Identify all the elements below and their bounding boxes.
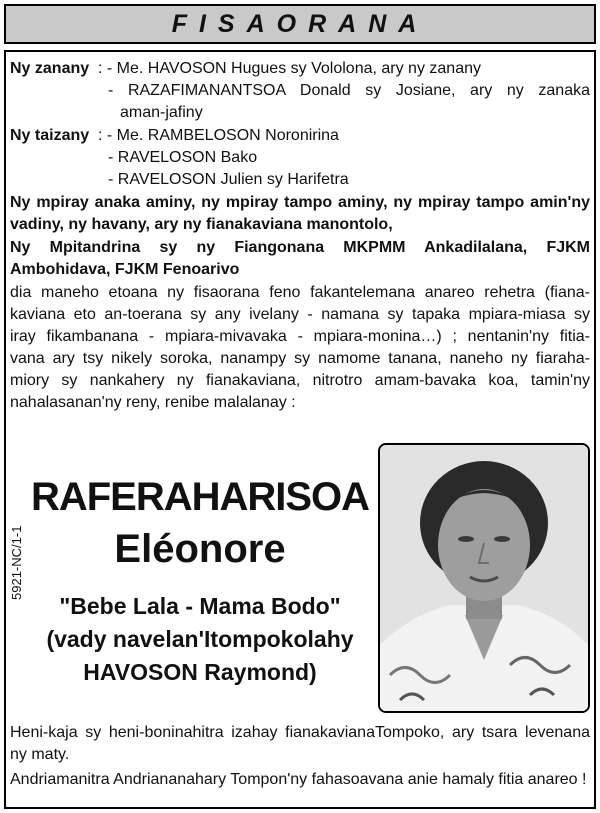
closing-line-1: Heni-kaja sy heni-boninahitra izahay fianakavianaTompoko, ary tsara levenana bbox=[10, 724, 590, 741]
family-line-2: vadiny, ny havany, ary ny fianakaviana manontolo, bbox=[10, 216, 393, 233]
family-line-1: Ny mpiray anaka aminy, ny mpiray tampo aminy, ny mpiray tampo amin'ny bbox=[10, 194, 590, 211]
deceased-given-name: Eléonore bbox=[114, 527, 286, 571]
header-title: FISAORANA bbox=[171, 9, 429, 38]
thanks-line-3: iray fikambanana - mpiara-mivavaka - mpiara-monina…) ; nentanin'ny fitia- bbox=[10, 328, 590, 345]
family-line-3: Ny Mpitandrina sy ny Fiangonana MKPMM Ankadilalana, FJKM bbox=[10, 239, 590, 256]
taizany-line-1: : - Me. RAMBELOSON Noronirina bbox=[98, 127, 339, 144]
zanany-label: Ny zanany bbox=[10, 60, 90, 77]
family-line-4: Ambohidava, FJKM Fenoarivo bbox=[10, 261, 240, 278]
closing-line-2: ny maty. bbox=[10, 746, 70, 763]
thanks-line-4: vana ary tsy nikely soroka, nanampy sy namome tanana, naneho ny fiaraha- bbox=[10, 350, 590, 367]
thanks-line-2: kaviana eto an-toerana sy any ivelany - namana sy tapaka mpiara-miasa sy bbox=[10, 306, 590, 323]
thanks-line-5: miory sy nankahery ny fianakaviana, nitrotro amam-bavaka koa, tamin'ny bbox=[10, 372, 590, 389]
taizany-line-3: - RAVELOSON Julien sy Harifetra bbox=[108, 171, 349, 188]
spouse-line-2: HAVOSON Raymond) bbox=[83, 659, 317, 685]
deceased-nickname: "Bebe Lala - Mama Bodo" bbox=[59, 593, 341, 619]
header-banner bbox=[4, 4, 596, 44]
deceased-surname: RAFERAHARISOA bbox=[30, 475, 370, 519]
taizany-label: Ny taizany bbox=[10, 127, 90, 144]
thanks-line-1: dia maneho etoana ny fisaorana feno fakantelemana anareo rehetra (fiana- bbox=[10, 284, 590, 301]
spouse-line-1: (vady navelan'Itompokolahy bbox=[46, 626, 354, 652]
thanks-line-6: nahalasanan'ny reny, renibe malalanay : bbox=[10, 394, 296, 411]
reference-code: 5921-NC/1-1 bbox=[9, 525, 24, 600]
closing-line-3: Andriamanitra Andriananahary Tompon'ny fahasoavana anie hamaly fitia anareo ! bbox=[10, 771, 587, 788]
portrait-illustration bbox=[380, 445, 588, 711]
zanany-line-2: - RAZAFIMANANTSOA Donald sy Josiane, ary ny zanaka bbox=[108, 82, 590, 99]
zanany-line-3: aman-jafiny bbox=[120, 104, 203, 121]
portrait-photo bbox=[378, 443, 590, 713]
zanany-line-1: : - Me. HAVOSON Hugues sy Vololona, ary ny zanany bbox=[98, 60, 481, 77]
taizany-line-2: - RAVELOSON Bako bbox=[108, 149, 258, 166]
